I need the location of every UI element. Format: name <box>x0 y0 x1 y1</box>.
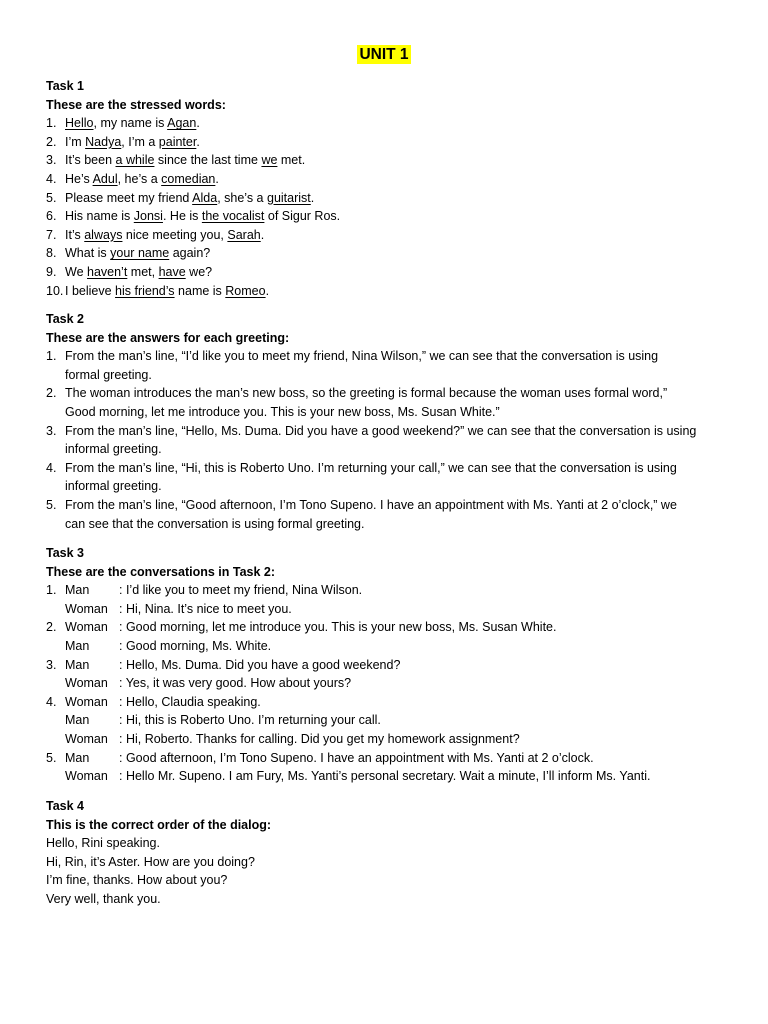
speaker-name: Man <box>65 638 90 653</box>
conversation-number: 2. <box>46 620 57 635</box>
list-item <box>46 151 726 170</box>
list-item <box>46 496 726 533</box>
item-number: 10. <box>46 283 64 298</box>
item-text <box>65 347 726 384</box>
task2-heading: Task 2 <box>46 312 84 326</box>
stressed-word: always <box>84 227 123 242</box>
item-number: 2. <box>46 386 57 401</box>
speaker-name: Man <box>65 713 90 728</box>
speaker-name: Woman <box>65 620 108 635</box>
task2-section <box>46 310 726 533</box>
item-text <box>65 422 726 459</box>
text-segment: we? <box>185 264 213 279</box>
conversation-number: 3. <box>46 657 57 672</box>
text-segment: , my name is <box>93 116 168 131</box>
stressed-word: Jonsi <box>133 209 163 224</box>
text-segment: , he’s a <box>117 171 162 186</box>
text-segment: met, <box>127 264 159 279</box>
text-segment: . <box>265 283 270 298</box>
stressed-word: Alda <box>192 190 218 205</box>
list-item <box>46 114 726 133</box>
text-segment: I believe <box>65 283 116 298</box>
text-line: From the man’s line, “Hi, this is Roberto Uno. I’m returning your call,” we can see that the conversation is using <box>65 460 677 475</box>
item-number: 1. <box>46 349 57 364</box>
speaker-line: : Good morning, let me introduce you. This is your new boss, Ms. Susan White. <box>119 620 557 635</box>
item-text <box>65 226 726 245</box>
text-line: The woman introduces the man’s new boss, so the greeting is formal because the woman uses formal word,” <box>65 386 668 401</box>
text-segment: . <box>196 116 200 131</box>
item-number: 1. <box>46 116 57 131</box>
conversation-line <box>46 674 726 693</box>
item-number: 5. <box>46 497 57 512</box>
item-number: 6. <box>46 209 57 224</box>
speaker-line: : Hello, Claudia speaking. <box>119 694 261 709</box>
list-item <box>46 459 726 496</box>
task3-subheading: These are the conversations in Task 2: <box>46 564 276 579</box>
task3-section <box>46 544 726 786</box>
conversation-number <box>46 767 65 786</box>
item-text <box>65 151 726 170</box>
list-item <box>46 422 726 459</box>
list-item <box>46 226 726 245</box>
speaker-name: Man <box>65 750 90 765</box>
task1-subheading: These are the stressed words: <box>46 97 226 112</box>
list-item <box>46 263 726 282</box>
text-segment: again? <box>169 246 211 261</box>
task1-heading: Task 1 <box>46 79 84 93</box>
text-line: informal greeting. <box>65 479 162 494</box>
item-number: 5. <box>46 190 57 205</box>
stressed-word: the vocalist <box>201 209 265 224</box>
item-text <box>65 133 726 152</box>
task2-list <box>46 347 726 533</box>
conversation-number <box>46 637 65 656</box>
speaker-name: Man <box>65 657 90 672</box>
conversation-line <box>46 730 726 749</box>
text-segment: . <box>196 134 200 149</box>
list-item <box>46 347 726 384</box>
conversation-line <box>46 600 726 619</box>
conversation-line <box>46 711 726 730</box>
text-segment: What is <box>65 246 111 261</box>
text-segment: His name is <box>65 209 134 224</box>
task4-heading: Task 4 <box>46 799 84 813</box>
item-text <box>65 189 726 208</box>
stressed-word: Adul <box>92 171 118 186</box>
stressed-word: Romeo <box>225 283 266 298</box>
stressed-word: Hello <box>65 116 94 131</box>
task1-list <box>46 114 726 300</box>
speaker-line: : I’d like you to meet my friend, Nina Wilson. <box>119 583 363 598</box>
stressed-word: his friend’s <box>115 283 175 298</box>
text-line: From the man’s line, “I’d like you to meet my friend, Nina Wilson,” we can see that the conversation is using <box>65 349 659 364</box>
text-line: From the man’s line, “Good afternoon, I’m Tono Supeno. I have an appointment with Ms. Yanti at 2 o’clock,” we <box>65 497 677 512</box>
item-number: 3. <box>46 423 57 438</box>
conversation-line <box>46 637 726 656</box>
conversation-number <box>46 711 65 730</box>
conversation-number: 1. <box>46 583 57 598</box>
list-item <box>46 244 726 263</box>
text-line: From the man’s line, “Hello, Ms. Duma. Did you have a good weekend?” we can see that the conversation is using <box>65 423 697 438</box>
stressed-word: Sarah <box>227 227 261 242</box>
item-number: 2. <box>46 134 57 149</box>
list-item <box>46 207 726 226</box>
conversation-line <box>46 749 726 768</box>
task2-subheading: These are the answers for each greeting: <box>46 330 290 345</box>
speaker-name: Man <box>65 583 90 598</box>
stressed-word: guitarist <box>267 190 311 205</box>
item-text <box>65 263 726 282</box>
text-segment: It’s been <box>65 153 116 168</box>
stressed-word: comedian <box>161 171 216 186</box>
text-line: Good morning, let me introduce you. This is your new boss, Ms. Susan White.” <box>65 404 500 419</box>
stressed-word: Nadya <box>85 134 122 149</box>
task4-dialog-list <box>46 834 726 908</box>
stressed-word: we <box>261 153 278 168</box>
text-segment: since the last time <box>154 153 262 168</box>
stressed-word: Agan <box>167 116 197 131</box>
dialog-line: Hi, Rin, it’s Aster. How are you doing? <box>46 854 255 869</box>
unit-title: UNIT 1 <box>359 46 409 63</box>
item-text <box>65 282 726 301</box>
task3-conversation-list <box>46 581 726 786</box>
list-item <box>46 384 726 421</box>
speaker-line: : Hi, Roberto. Thanks for calling. Did you get my homework assignment? <box>119 731 520 746</box>
text-segment: name is <box>174 283 226 298</box>
item-text <box>65 114 726 133</box>
speaker-line: : Good afternoon, I’m Tono Supeno. I have an appointment with Ms. Yanti at 2 o’clock. <box>119 750 594 765</box>
conversation-number <box>46 600 65 619</box>
text-segment: . He is <box>162 209 202 224</box>
item-text <box>65 207 726 226</box>
speaker-line: : Hi, this is Roberto Uno. I’m returning your call. <box>119 713 381 728</box>
item-number: 9. <box>46 264 57 279</box>
conversation-line <box>46 693 726 712</box>
dialog-line: Very well, thank you. <box>46 891 161 906</box>
stressed-word: your name <box>110 246 170 261</box>
text-segment: . <box>310 190 315 205</box>
list-item <box>46 170 726 189</box>
text-segment: of Sigur Ros. <box>264 209 341 224</box>
task4-section <box>46 797 726 909</box>
item-text <box>65 244 726 263</box>
text-segment: , she’s a <box>217 190 267 205</box>
item-number: 7. <box>46 227 57 242</box>
speaker-name: Woman <box>65 601 108 616</box>
text-segment: I’m <box>65 134 86 149</box>
list-item <box>46 282 726 301</box>
conversation-number: 5. <box>46 750 57 765</box>
item-text <box>65 459 726 496</box>
item-text <box>65 384 726 421</box>
stressed-word: painter <box>158 134 197 149</box>
speaker-name: Woman <box>65 694 108 709</box>
conversation-line <box>46 581 726 600</box>
conversation-line <box>46 656 726 675</box>
speaker-name: Woman <box>65 676 108 691</box>
item-text <box>65 496 726 533</box>
text-segment: He’s <box>65 171 93 186</box>
speaker-name: Woman <box>65 731 108 746</box>
item-number: 4. <box>46 171 57 186</box>
stressed-word: a while <box>115 153 155 168</box>
conversation-number <box>46 674 65 693</box>
task4-subheading: This is the correct order of the dialog: <box>46 817 272 832</box>
conversation-number <box>46 730 65 749</box>
text-segment: It’s <box>65 227 85 242</box>
speaker-line: : Hello, Ms. Duma. Did you have a good weekend? <box>119 657 401 672</box>
speaker-name: Woman <box>65 769 108 784</box>
text-segment: nice meeting you, <box>122 227 228 242</box>
text-line: can see that the conversation is using formal greeting. <box>65 516 365 531</box>
text-segment: , I’m a <box>121 134 159 149</box>
conversation-line <box>46 767 726 786</box>
stressed-word: haven’t <box>87 264 128 279</box>
text-segment: Please meet my friend <box>65 190 193 205</box>
dialog-line: I’m fine, thanks. How about you? <box>46 873 228 888</box>
text-segment: . <box>260 227 265 242</box>
list-item <box>46 189 726 208</box>
text-segment: . <box>215 171 219 186</box>
text-segment: met. <box>277 153 306 168</box>
speaker-line: : Hello Mr. Supeno. I am Fury, Ms. Yanti’s personal secretary. Wait a minute, I’ll inform Ms. Yanti. <box>119 769 651 784</box>
item-number: 4. <box>46 460 57 475</box>
speaker-line: : Yes, it was very good. How about yours? <box>119 676 352 691</box>
item-number: 8. <box>46 246 57 261</box>
text-line: formal greeting. <box>65 367 152 382</box>
text-line: informal greeting. <box>65 442 162 457</box>
speaker-line: : Hi, Nina. It’s nice to meet you. <box>119 601 292 616</box>
stressed-word: have <box>158 264 186 279</box>
conversation-number: 4. <box>46 694 57 709</box>
conversation-line <box>46 618 726 637</box>
list-item <box>46 133 726 152</box>
task1-section <box>46 77 726 300</box>
task3-heading: Task 3 <box>46 546 84 560</box>
speaker-line: : Good morning, Ms. White. <box>119 638 272 653</box>
text-segment: We <box>65 264 87 279</box>
dialog-line: Hello, Rini speaking. <box>46 836 160 851</box>
item-text <box>65 170 726 189</box>
item-number: 3. <box>46 153 57 168</box>
